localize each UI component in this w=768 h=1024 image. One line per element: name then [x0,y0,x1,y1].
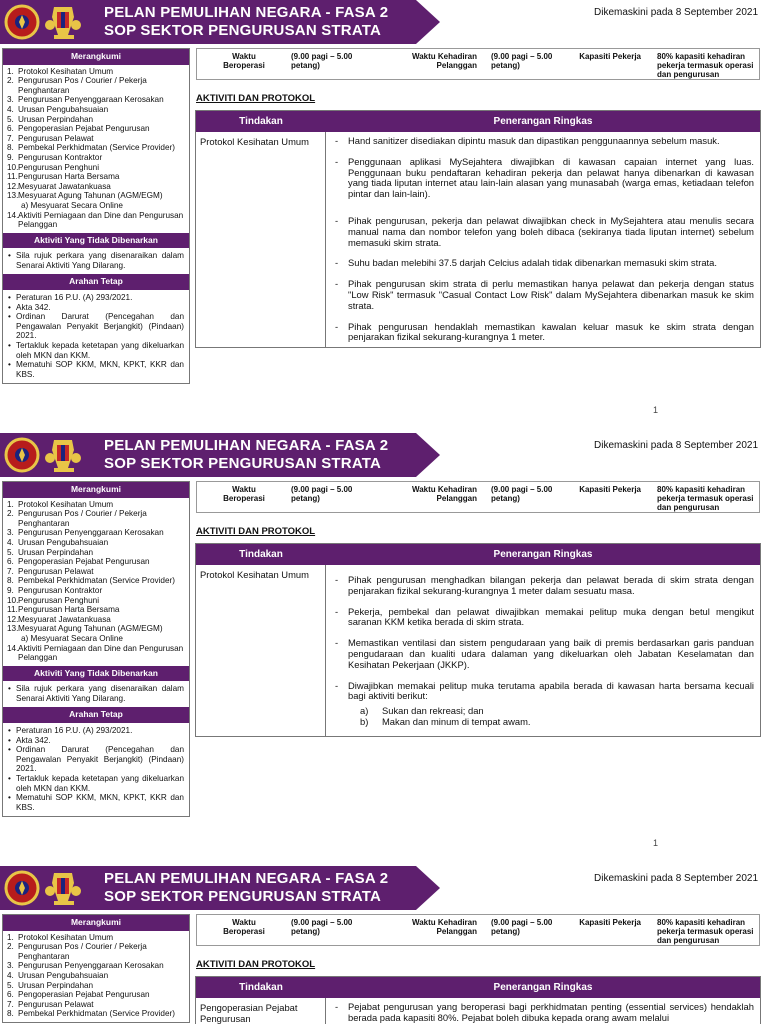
summary-item: 4. Urusan Pengubahsuaian [7,537,109,547]
summary-item: 1. Protokol Kesihatan Umum [7,66,114,76]
summary-item: 12. Mesyuarat Jawatankuasa [7,614,111,624]
directive-item: • Tertakluk kepada ketetapan yang dikeluarkan oleh MKN dan KKM. [8,774,184,793]
summary-item: 8. Pembekal Perkhidmatan (Service Provider) [7,143,175,153]
bullet-item: - Pihak pengurusan skim strata di perlu memastikan hanya pelawat dan pekerja dengan status "Low Risk" termasuk "Casual Contact Low Risk" dalam MySejahtera dibenarkan masuk ke skim strata. [332,279,754,311]
bullet-item: - Pejabat pengurusan yang beroperasi bagi perkhidmatan penting (essential services) hendaklah berada pada kapasiti 80%. Pejabat boleh dibuka kepada orang awam melalui [332,1002,754,1024]
action-cell: Pengoperasian Pejabat Pengurusan [196,998,326,1024]
bullet-text: Diwajibkan memakai pelitup muka terutama apabila berada di kawasan harta bersama kecuali bagi aktiviti berikut: [348,679,754,702]
page-header [0,433,768,479]
summary-item: 7. Pengurusan Pelawat [7,566,94,576]
capacity-label: Kapasiti Pekerja [579,918,641,927]
title-line-2: SOP SEKTOR PENGURUSAN STRATA [104,455,382,472]
government-logos-icon [4,869,104,907]
government-logos-icon [4,436,104,474]
summary-list [3,931,189,1022]
table-header [196,977,760,998]
section-title: AKTIVITI DAN PROTOKOL [196,526,316,537]
attendance-value: (9.00 pagi – 5.00 petang) [491,485,553,503]
directives-title: Arahan Tetap [3,707,189,723]
summary-item: 7. Pengurusan Pelawat [7,133,94,143]
bullet-item: - Pihak pengurusan, pekerja dan pelawat diwajibkan check in MySejahtera atau menulis secara manual nama dan nombor telefon yang boleh dibaca (sekiranya tiada liputan internet) sebelum memasuki skim strata. [332,216,754,248]
summary-item: 11. Pengurusan Harta Bersama [7,605,120,615]
logos [4,869,104,907]
logos [4,3,104,41]
capacity-label: Kapasiti Pekerja [579,485,641,494]
bullet-item: - Pekerja, pembekal dan pelawat diwajibkan memakai pelitup muka dengan betul mengikut saranan KKM ketika berada di skim strata. [332,607,754,629]
prohibited-list [3,248,189,274]
capacity-label: Kapasiti Pekerja [579,52,641,61]
logos [4,436,104,474]
page-title [104,4,388,40]
summary-item: 9. Pengurusan Kontraktor [7,152,103,162]
title-line-1: PELAN PEMULIHAN NEGARA - FASA 2 [104,870,389,887]
directive-item: • Mematuhi SOP KKM, MKN, KPKT, KKR dan KBS. [8,360,184,379]
prohibited-title: Aktiviti Yang Tidak Dibenarkan [3,666,189,682]
summary-item: 8. Pembekal Perkhidmatan (Service Provider) [7,576,175,586]
page-title [104,437,388,473]
summary-item: 14. Aktiviti Perniagaan dan Dine dan Pengurusan Pelanggan [7,643,184,663]
summary-item: 3. Pengurusan Penyenggaraan Kerosakan [7,95,164,105]
directives-list [3,723,189,816]
bullet-item: - Hand sanitizer disediakan dipintu masuk dan dipastikan penggunaannya sebelum masuk. [332,136,754,147]
summary-subitem: a) Mesyuarat Secara Online [21,633,123,643]
summary-title: Merangkumi [3,482,189,498]
summary-list [3,65,189,233]
table-row [196,998,760,1024]
col-description-header: Penerangan Ringkas [493,982,593,993]
title-line-2: SOP SEKTOR PENGURUSAN STRATA [104,888,382,905]
operating-value: (9.00 pagi – 5.00 petang) [291,485,353,503]
sidebar [2,914,190,1023]
col-action-header: Tindakan [239,982,283,993]
protocol-table [195,110,761,348]
description-cell [326,998,760,1024]
operating-value: (9.00 pagi – 5.00 petang) [291,52,353,70]
capacity-value: 80% kapasiti kehadiran pekerja termasuk operasi dan pengurusan [657,52,754,79]
table-row [196,132,760,347]
col-action-header: Tindakan [239,549,283,560]
bullet-item: - Pihak pengurusan menghadkan bilangan pekerja dan pelawat berada di skim strata dengan penjarakan fizikal sekurang-kurangnya 1 meter dalam sesuatu masa. [332,575,754,597]
directive-item: • Tertakluk kepada ketetapan yang dikeluarkan oleh MKN dan KKM. [8,341,184,360]
directives-list [3,290,189,383]
summary-item: 2. Pengurusan Pos / Courier / Pekerja Penghantaran [7,942,147,961]
sub-item: a) Sukan dan rekreasi; dan [360,705,484,717]
info-bar [196,481,760,513]
bullet-item: - Memastikan ventilasi dan sistem pengudaraan yang baik di premis berdasarkan garis panduan pengudaraan dan kualiti udara dalaman yang dikeluarkan oleh Jabatan Keselamatan dan Kesihatan Pekerjaan (JKKP). [332,638,754,670]
action-cell: Protokol Kesihatan Umum [196,565,326,736]
summary-item: 11. Pengurusan Harta Bersama [7,172,120,182]
summary-item: 6. Pengoperasian Pejabat Pengurusan [7,990,150,1000]
title-line-1: PELAN PEMULIHAN NEGARA - FASA 2 [104,4,389,21]
directives-title: Arahan Tetap [3,274,189,290]
summary-item: 10. Pengurusan Penghuni [7,595,100,605]
summary-item: 6. Pengoperasian Pejabat Pengurusan [7,124,150,134]
bullet-item [332,681,754,728]
info-bar [196,914,760,946]
description-cell [326,132,760,347]
summary-item: 13. Mesyuarat Agung Tahunan (AGM/EGM) [7,191,163,201]
summary-item: 14. Aktiviti Perniagaan dan Dine dan Pengurusan Pelanggan [7,210,184,230]
summary-item: 13. Mesyuarat Agung Tahunan (AGM/EGM) [7,624,163,634]
operating-value: (9.00 pagi – 5.00 petang) [291,918,353,936]
prohibited-title: Aktiviti Yang Tidak Dibenarkan [3,233,189,249]
info-bar [196,48,760,80]
section-title: AKTIVITI DAN PROTOKOL [196,93,316,104]
attendance-value: (9.00 pagi – 5.00 petang) [491,918,553,936]
attendance-label: Waktu Kehadiran Pelanggan [411,52,477,70]
summary-item: 8. Pembekal Perkhidmatan (Service Provider) [7,1009,175,1019]
summary-item: 4. Urusan Pengubahsuaian [7,970,109,980]
section-title: AKTIVITI DAN PROTOKOL [196,959,316,970]
summary-item: 2. Pengurusan Pos / Courier / Pekerja Penghantaran [7,76,147,95]
protocol-table [195,976,761,1024]
summary-item: 6. Pengoperasian Pejabat Pengurusan [7,557,150,567]
directive-item: • Peraturan 16 P.U. (A) 293/2021. [8,293,184,303]
summary-item: 3. Pengurusan Penyenggaraan Kerosakan [7,961,164,971]
summary-item: 2. Pengurusan Pos / Courier / Pekerja Penghantaran [7,509,147,528]
directive-item: • Peraturan 16 P.U. (A) 293/2021. [8,726,184,736]
summary-item: 7. Pengurusan Pelawat [7,999,94,1009]
protocol-table [195,543,761,737]
directive-item: • Mematuhi SOP KKM, MKN, KPKT, KKR dan KBS. [8,793,184,812]
directive-item: • Akta 342. [8,303,184,313]
sidebar [2,48,190,384]
page-header [0,866,768,912]
sub-item: b) Makan dan minum di tempat awam. [360,715,531,727]
bullet-item: - Suhu badan melebihi 37.5 darjah Celcius adalah tidak dibenarkan memasuki skim strata. [332,258,754,269]
summary-item: 1. Protokol Kesihatan Umum [7,499,114,509]
document-page-2 [0,433,768,865]
summary-title: Merangkumi [3,915,189,931]
updated-date: Dikemaskini pada 8 September 2021 [594,873,758,884]
directive-item: • Ordinan Darurat (Pencegahan dan Pengawalan Penyakit Berjangkit) (Pindaan) 2021. [8,745,184,774]
action-cell: Protokol Kesihatan Umum [196,132,326,347]
summary-item: 3. Pengurusan Penyenggaraan Kerosakan [7,528,164,538]
summary-item: 10. Pengurusan Penghuni [7,162,100,172]
government-logos-icon [4,3,104,41]
summary-subitem: a) Mesyuarat Secara Online [21,200,123,210]
page-title [104,870,388,906]
prohibited-item: • Sila rujuk perkara yang disenaraikan dalam Senarai Aktiviti Yang Dilarang. [8,251,184,270]
summary-item: 5. Urusan Perpindahan [7,114,94,124]
summary-title: Merangkumi [3,49,189,65]
attendance-value: (9.00 pagi – 5.00 petang) [491,52,553,70]
description-cell [326,565,760,736]
col-description-header: Penerangan Ringkas [493,549,593,560]
col-description-header: Penerangan Ringkas [493,116,593,127]
summary-item: 9. Pengurusan Kontraktor [7,585,103,595]
prohibited-item: • Sila rujuk perkara yang disenaraikan dalam Senarai Aktiviti Yang Dilarang. [8,684,184,703]
operating-label: Waktu Beroperasi [223,918,265,936]
attendance-label: Waktu Kehadiran Pelanggan [411,918,477,936]
summary-item: 4. Urusan Pengubahsuaian [7,104,109,114]
operating-label: Waktu Beroperasi [223,52,265,70]
directive-item: • Ordinan Darurat (Pencegahan dan Pengawalan Penyakit Berjangkit) (Pindaan) 2021. [8,312,184,341]
summary-item: 5. Urusan Perpindahan [7,547,94,557]
directive-item: • Akta 342. [8,736,184,746]
title-line-2: SOP SEKTOR PENGURUSAN STRATA [104,22,382,39]
operating-label: Waktu Beroperasi [223,485,265,503]
title-line-1: PELAN PEMULIHAN NEGARA - FASA 2 [104,437,389,454]
table-row [196,565,760,736]
page-number: 1 [653,838,659,848]
capacity-value: 80% kapasiti kehadiran pekerja termasuk operasi dan pengurusan [657,918,754,945]
sub-list [348,706,754,728]
page-header [0,0,768,46]
prohibited-list [3,681,189,707]
sidebar [2,481,190,817]
attendance-label: Waktu Kehadiran Pelanggan [411,485,477,503]
updated-date: Dikemaskini pada 8 September 2021 [594,440,758,451]
bullet-item: - Penggunaan aplikasi MySejahtera diwajibkan di kawasan capaian internet yang luas. Penggunaan buku pendaftaran kehadiran pekerja dan pelawat hanya dibenarkan di kawasan yang tiada liputan internet atau lain-lain alasan yang munasabah (warga emas, ketiadaan telefon pintar dan lain-lain). [332,157,754,200]
table-header [196,111,760,132]
summary-list [3,498,189,666]
table-header [196,544,760,565]
page-number: 1 [653,405,659,415]
updated-date: Dikemaskini pada 8 September 2021 [594,7,758,18]
capacity-value: 80% kapasiti kehadiran pekerja termasuk operasi dan pengurusan [657,485,754,512]
summary-item: 12. Mesyuarat Jawatankuasa [7,181,111,191]
col-action-header: Tindakan [239,116,283,127]
bullet-item: - Pihak pengurusan hendaklah memastikan kawalan keluar masuk ke skim strata dengan penjarakan fizikal sekurang-kurangnya 1 meter. [332,322,754,344]
document-page-1 [0,0,768,432]
summary-item: 1. Protokol Kesihatan Umum [7,932,114,942]
document-page-3 [0,866,768,1024]
summary-item: 5. Urusan Perpindahan [7,980,94,990]
